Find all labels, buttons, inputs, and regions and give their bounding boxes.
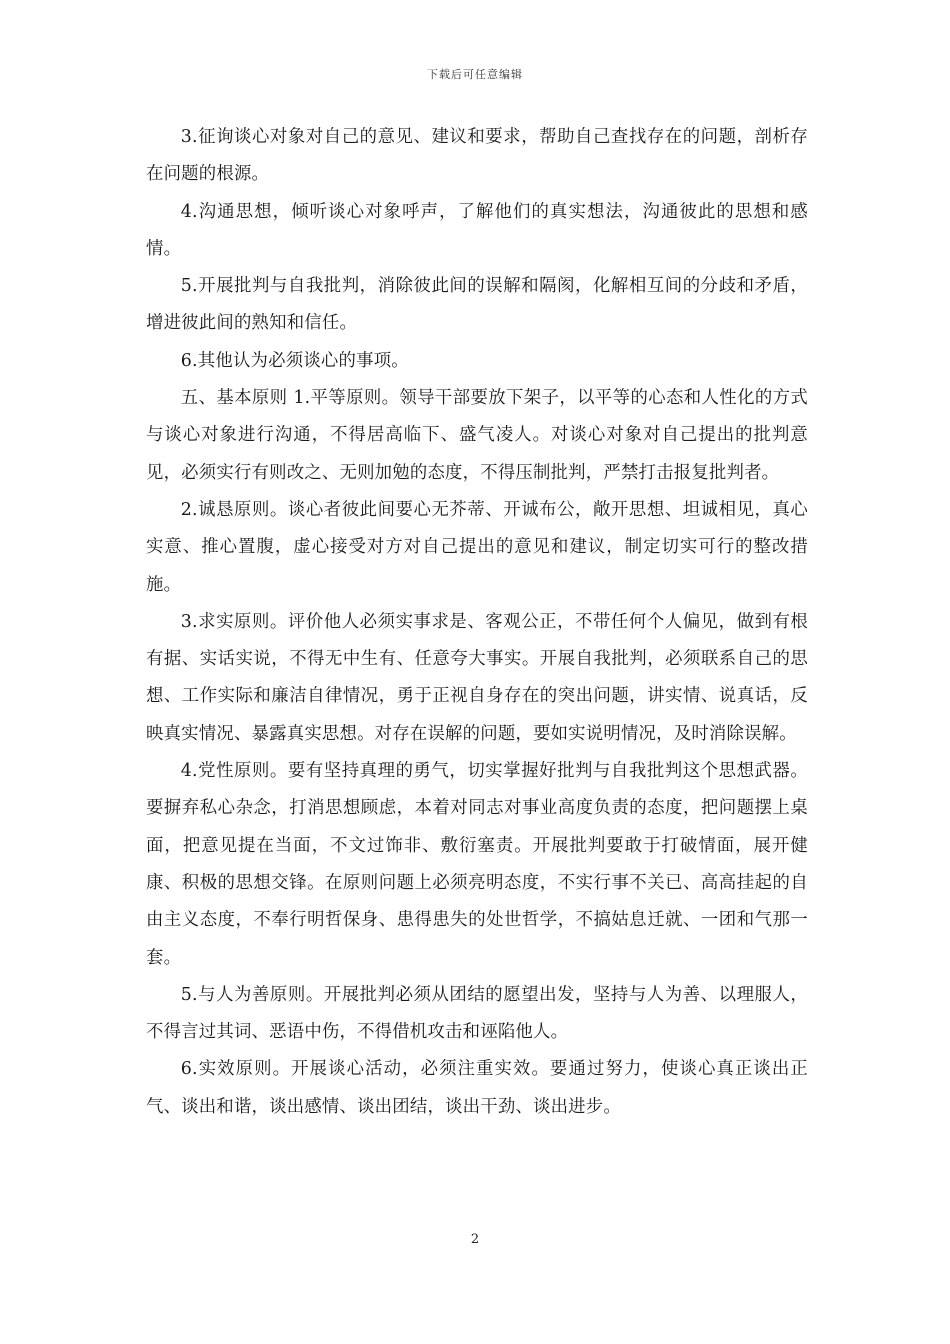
- page-header: 下载后可任意编辑: [427, 68, 523, 81]
- page-number: 2: [470, 1232, 480, 1247]
- paragraph-principle-equality: 五、基本原则 1.平等原则。领导干部要放下架子，以平等的心态和人性化的方式与谈心对象进行沟通，不得居高临下、盛气凌人。对谈心对象对自己提出的批判意见，必须实行有则改之、无则加勉的态度，不得压制批判，严禁打击报复批判者。: [146, 388, 808, 483]
- paragraph-item-3: 3.征询谈心对象对自己的意见、建议和要求，帮助自己查找存在的问题，剖析存在问题的根源。: [146, 127, 808, 185]
- paragraph-principle-party-spirit: 4.党性原则。要有坚持真理的勇气，切实掌握好批判与自我批判这个思想武器。要摒弃私心杂念，打消思想顾虑，本着对同志对事业高度负责的态度，把问题摆上桌面，把意见提在当面，不文过饰非、敷衍塞责。开展批判要敢于打破情面，展开健康、积极的思想交锋。在原则问题上必须亮明态度，不实行事不关已、高高挂起的自由主义态度，不奉行明哲保身、患得患失的处世哲学，不搞姑息迁就、一团和气那一套。: [146, 761, 808, 968]
- document-body: [146, 119, 808, 1126]
- paragraph-principle-effectiveness: 6.实效原则。开展谈心活动，必须注重实效。要通过努力，使谈心真正谈出正气、谈出和谐，谈出感情、谈出团结，谈出干劲、谈出进步。: [146, 1059, 808, 1117]
- paragraph-principle-sincerity: 2.诚恳原则。谈心者彼此间要心无芥蒂、开诚布公，敞开思想、坦诚相见，真心实意、推心置腹，虚心接受对方对自己提出的意见和建议，制定切实可行的整改措施。: [146, 499, 808, 595]
- paragraph-principle-truth: 3.求实原则。评价他人必须实事求是、客观公正，不带任何个人偏见，做到有根有据、实话实说，不得无中生有、任意夸大事实。开展自我批判，必须联系自己的思想、工作实际和廉洁自律情况，勇于正视自身存在的突出问题，讲实情、说真话，反映真实情况、暴露真实思想。对存在误解的问题，要如实说明情况，及时消除误解。: [146, 611, 808, 744]
- paragraph-principle-goodwill: 5.与人为善原则。开展批判必须从团结的愿望出发，坚持与人为善、以理服人，不得言过其词、恶语中伤，不得借机攻击和诬陷他人。: [146, 984, 808, 1043]
- paragraph-item-6: 6.其他认为必须谈心的事项。: [180, 350, 409, 371]
- paragraph-item-4: 4.沟通思想，倾听谈心对象呼声，了解他们的真实想法，沟通彼此的思想和感情。: [146, 201, 808, 259]
- paragraph-item-5: 5.开展批判与自我批判，消除彼此间的误解和隔阂，化解相互间的分歧和矛盾，增进彼此间的熟知和信任。: [146, 276, 808, 334]
